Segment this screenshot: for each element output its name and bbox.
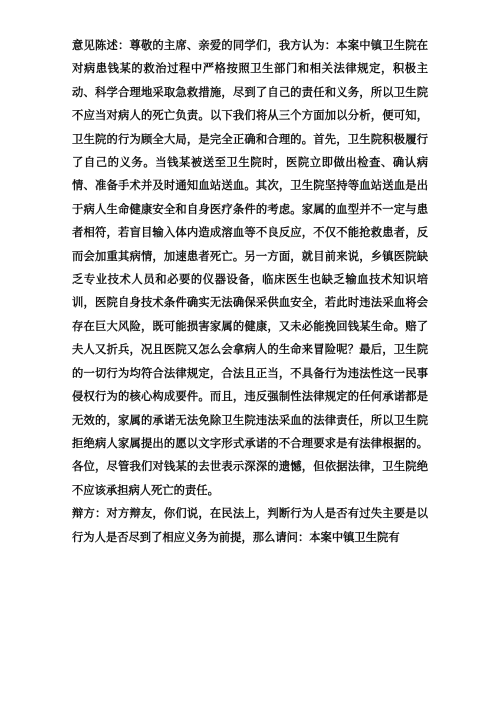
document-body: [72, 34, 428, 549]
debate-paragraph: 辩方：对方辩友，你们说，在民法上，判断行为人是否有过失主要是以行为人是否尽到了相应义务为前提，那么请问：本案中镇卫生院有: [72, 507, 428, 544]
opinion-statement-paragraph: 意见陈述：尊敬的主席、亲爱的同学们，我方认为：本案中镇卫生院在对病患钱某的救治过程中严格按照卫生部门和相关法律规定，积极主动、科学合理地采取急救措施，尽到了自己的责任和义务，所以卫生院不应当对病人的死亡负责。以下我们将从三个方面加以分析，便可知，卫生院的行为顾全大局，是完全正确和合理的。首先，卫生院积极履行了自己的义务。当钱某被送至卫生院时，医院立即做出检查、确认病情、准备手术并及时通知血站送血。其次，卫生院坚持等血站送血是出于病人生命健康安全和自身医疗条件的考虑。家属的血型并不一定与患者相符，若盲目输入体内造成溶血等不良反应，不仅不能抢救患者，反而会加重其病情，加速患者死亡。另一方面，就目前来说，乡镇医院缺乏专业技术人员和必要的仪器设备，临床医生也缺乏输血技术知识培训，医院自身技术条件确实无法确保采供血安全，若此时违法采血将会存在巨大风险，既可能损害家属的健康，又未必能挽回钱某生命。赔了夫人又折兵，况且医院又怎么会拿病人的生命来冒险呢？最后，卫生院的一切行为均符合法律规定，合法且正当，不具备行为违法性这一民事侵权行为的核心构成要件。而且，违反强制性法律规定的任何承诺都是无效的，家属的承诺无法免除卫生院违法采血的法律责任，所以卫生院拒绝病人家属提出的愿以文字形式承诺的不合理要求是有法律根据的。各位，尽管我们对钱某的去世表示深深的遗憾，但依据法律，卫生院绝不应该承担病人死亡的责任。: [72, 39, 428, 497]
